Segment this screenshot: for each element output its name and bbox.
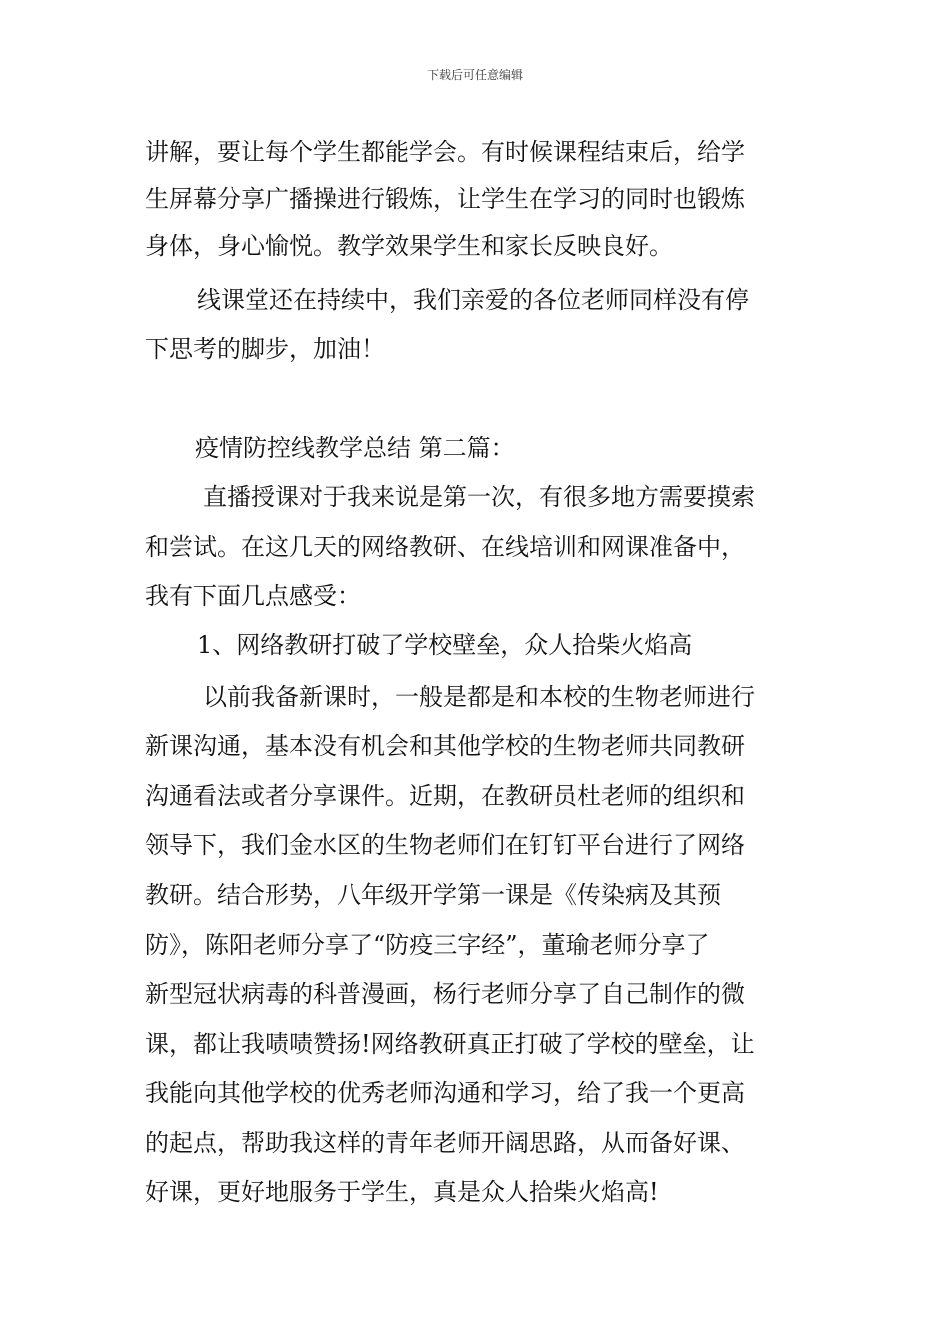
text-line: 讲解，要让每个学生都能学会。有时候课程结束后，给学	[145, 138, 745, 166]
text-line: 课，都让我啧啧赞扬!网络教研真正打破了学校的壁垒，让	[145, 1030, 755, 1058]
text-line: 线课堂还在持续中，我们亲爱的各位老师同样没有停	[197, 286, 749, 314]
text-line: 新课沟通，基本没有机会和其他学校的生物老师共同教研	[145, 732, 745, 760]
text-line: 身体，身心愉悦。教学效果学生和家长反映良好。	[145, 232, 673, 260]
text-line: 我有下面几点感受：	[145, 582, 361, 610]
text-line: 防》，陈阳老师分享了“防疫三字经”，董瑜老师分享了	[145, 931, 710, 959]
text-line: 沟通看法或者分享课件。近期，在教研员杜老师的组织和	[145, 782, 745, 810]
text-line: 下思考的脚步，加油！	[145, 335, 385, 363]
text-line: 我能向其他学校的优秀老师沟通和学习，给了我一个更高	[145, 1079, 745, 1107]
text-line: 的起点，帮助我这样的青年老师开阔思路，从而备好课、	[145, 1129, 745, 1157]
text-line: 好课，更好地服务于学生，真是众人拾柴火焰高!	[145, 1178, 659, 1206]
text-line: 以前我备新课时，一般是都是和本校的生物老师进行	[203, 683, 755, 711]
subheading: 1、网络教研打破了学校壁垒，众人拾柴火焰高	[197, 631, 693, 659]
text-line: 直播授课对于我来说是第一次，有很多地方需要摸索	[203, 483, 755, 511]
text-line: 生屏幕分享广播操进行锻炼，让学生在学习的同时也锻炼	[145, 185, 745, 213]
section-title: 疫情防控线教学总结 第二篇：	[195, 434, 515, 462]
text-line: 新型冠状病毒的科普漫画，杨行老师分享了自己制作的微	[145, 980, 745, 1008]
text-line: 领导下，我们金水区的生物老师们在钉钉平台进行了网络	[145, 831, 745, 859]
text-line: 教研。结合形势，八年级开学第一课是《传染病及其预	[145, 881, 721, 909]
text-line: 和尝试。在这几天的网络教研、在线培训和网课准备中，	[145, 533, 745, 561]
header-note: 下载后可任意编辑	[426, 68, 523, 82]
